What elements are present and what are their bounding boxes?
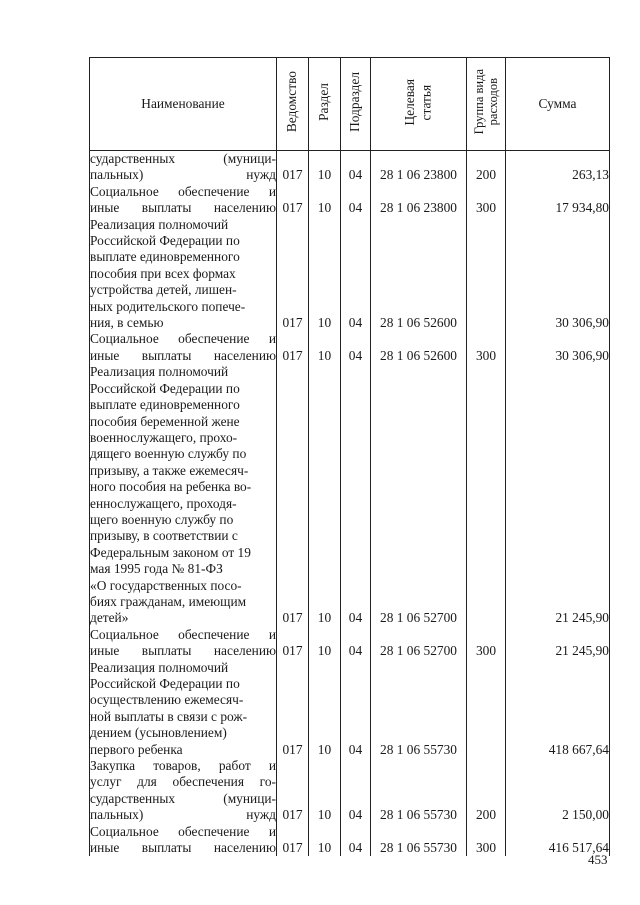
header-sum: Сумма — [506, 58, 610, 151]
table-row — [90, 627, 610, 660]
row-sum: 21 245,90 — [506, 627, 610, 660]
header-department: Ведомство — [277, 58, 309, 151]
row-section: 10 — [309, 151, 341, 184]
row-target-article: 28 1 06 55730 — [371, 660, 467, 758]
row-section: 10 — [309, 627, 341, 660]
row-subsection: 04 — [341, 151, 371, 184]
header-section: Раздел — [309, 58, 341, 151]
row-sum: 21 245,90 — [506, 364, 610, 627]
row-sum: 30 306,90 — [506, 331, 610, 364]
row-target-article: 28 1 06 52600 — [371, 217, 467, 332]
row-section: 10 — [309, 184, 341, 217]
row-section: 10 — [309, 331, 341, 364]
row-section: 10 — [309, 364, 341, 627]
row-department: 017 — [277, 364, 309, 627]
table-row — [90, 217, 610, 332]
row-subsection: 04 — [341, 627, 371, 660]
row-department: 017 — [277, 824, 309, 857]
row-target-article: 28 1 06 23800 — [371, 151, 467, 184]
row-department: 017 — [277, 660, 309, 758]
row-subsection: 04 — [341, 824, 371, 857]
table-row — [90, 331, 610, 364]
row-section: 10 — [309, 660, 341, 758]
row-department: 017 — [277, 758, 309, 824]
row-section: 10 — [309, 217, 341, 332]
row-sum: 30 306,90 — [506, 217, 610, 332]
table-row — [90, 364, 610, 627]
row-department: 017 — [277, 627, 309, 660]
row-sum: 17 934,80 — [506, 184, 610, 217]
row-department: 017 — [277, 217, 309, 332]
row-expense-group: 300 — [467, 824, 506, 857]
row-target-article: 28 1 06 55730 — [371, 758, 467, 824]
page-number: 453 — [588, 852, 608, 867]
row-name: Социальное обеспечение и иные выплаты населению — [90, 331, 276, 363]
row-target-article: 28 1 06 23800 — [371, 184, 467, 217]
row-name: Социальное обеспечение и иные выплаты населению — [90, 626, 276, 659]
row-sum: 416 517,64 — [506, 824, 610, 857]
table-row — [90, 151, 610, 184]
row-subsection: 04 — [341, 364, 371, 627]
row-expense-group: 200 — [467, 151, 506, 184]
row-name: Закупка товаров, работ и услуг для обеспечения го- сударственных (муници- пальных) нужд — [90, 758, 276, 823]
row-subsection: 04 — [341, 331, 371, 364]
table-header-row — [90, 58, 610, 151]
row-subsection: 04 — [341, 184, 371, 217]
row-expense-group: 300 — [467, 331, 506, 364]
row-name: Социальное обеспечение и иные выплаты населению — [90, 183, 276, 216]
row-expense-group — [467, 217, 506, 332]
row-sum: 263,13 — [506, 151, 610, 184]
table-row — [90, 184, 610, 217]
header-subsection: Подраздел — [341, 58, 371, 151]
row-expense-group: 200 — [467, 758, 506, 824]
row-name: сударственных (муници- пальных) нужд — [90, 151, 276, 183]
row-sum: 2 150,00 — [506, 758, 610, 824]
row-department: 017 — [277, 151, 309, 184]
header-target-article: Целевая статья — [371, 58, 467, 151]
header-name: Наименование — [90, 58, 277, 151]
table-row — [90, 758, 610, 824]
row-name: Реализация полномочий Российской Федерации по выплате единовременного пособия беременной жене военнослужащего, прохо- дящего военную службу по призыву, а также ежемесяч- ного пособия на ребенка во- еннослужащего, проходя- щего военную службу по призыву, в соответствии с Федеральным законом от 19 мая 1995 года № 81-ФЗ «О государственных посо- биях гражданам, имеющим детей» — [90, 364, 277, 627]
row-department: 017 — [277, 331, 309, 364]
row-name: Социальное обеспечение и иные выплаты населению — [90, 823, 276, 856]
row-target-article: 28 1 06 52700 — [371, 627, 467, 660]
row-target-article: 28 1 06 55730 — [371, 824, 467, 857]
row-subsection: 04 — [341, 758, 371, 824]
row-name: Реализация полномочий Российской Федерации по осуществлению ежемесяч- ной выплаты в связи с рож- дением (усыновлением) первого ребенка — [90, 660, 277, 758]
row-section: 10 — [309, 824, 341, 857]
header-expense-group: Группа вида расходов — [467, 58, 506, 151]
table-row — [90, 824, 610, 857]
row-section: 10 — [309, 758, 341, 824]
row-target-article: 28 1 06 52600 — [371, 331, 467, 364]
row-expense-group — [467, 364, 506, 627]
row-name: Реализация полномочий Российской Федерации по выплате единовременного пособия при всех формах устройства детей, лишен- ных родительского попече- ния, в семью — [90, 217, 277, 332]
row-expense-group — [467, 660, 506, 758]
row-subsection: 04 — [341, 660, 371, 758]
row-department: 017 — [277, 184, 309, 217]
row-subsection: 04 — [341, 217, 371, 332]
budget-table — [89, 57, 610, 856]
table-row — [90, 660, 610, 758]
row-expense-group: 300 — [467, 184, 506, 217]
row-expense-group: 300 — [467, 627, 506, 660]
row-target-article: 28 1 06 52700 — [371, 364, 467, 627]
row-sum: 418 667,64 — [506, 660, 610, 758]
